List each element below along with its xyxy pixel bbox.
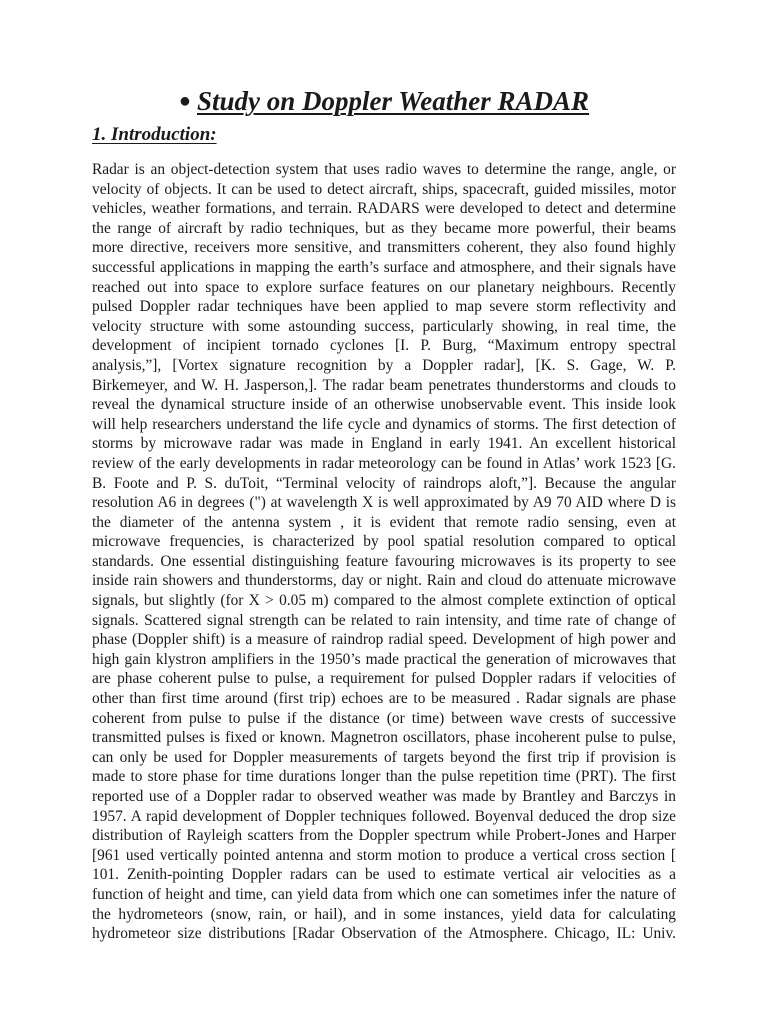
text-line: the range of aircraft by radio techniques, but as they became more powerful, their beams xyxy=(92,219,676,237)
text-line: [961 used vertically pointed antenna and storm motion to produce a vertical cross section [ xyxy=(92,846,676,864)
text-line: coherent from pulse to pulse if the distance (or time) between wave crests of successive xyxy=(92,709,676,727)
section-heading: 1. Introduction: xyxy=(92,124,217,145)
text-line: microwave frequencies, is characterized by pool spatial resolution compared to optical xyxy=(92,533,676,551)
text-line: inside rain showers and thunderstorms, day or night. Rain and cloud do attenuate microwave xyxy=(92,572,676,590)
text-line: review of the early developments in radar meteorology can be found in Atlas’ work 1523 [G. xyxy=(92,454,676,472)
page-title xyxy=(0,86,768,117)
text-line: velocity structure with some astounding success, particularly showing, in real time, the xyxy=(92,317,676,335)
text-line: velocity of objects. It can be used to detect aircraft, ships, spacecraft, guided missiles, motor xyxy=(92,180,676,198)
text-line: more directive, receivers more sensitive, and transmitters coherent, they also found highly xyxy=(92,239,676,257)
text-line: signals, but slightly (for X > 0.05 m) compared to the almost complete extinction of optical xyxy=(92,592,676,610)
text-line: are phase coherent pulse to pulse, a requirement for pulsed Doppler radars if velocities of xyxy=(92,670,676,688)
text-line: analysis,”], [Vortex signature recognition by a Doppler radar], [K. S. Gage, W. P. xyxy=(92,356,676,374)
text-line: development of incipient tornado cyclones [I. P. Burg, “Maximum entropy spectral xyxy=(92,337,676,355)
body-text xyxy=(92,160,676,944)
text-line: vehicles, weather formations, and terrain. RADARS were developed to detect and determine xyxy=(92,200,676,218)
text-line: made to store phase for time durations longer than the pulse repetition time (PRT). The first xyxy=(92,768,676,786)
title-text: Study on Doppler Weather RADAR xyxy=(197,86,590,116)
text-line: reveal the dynamical structure inside of an otherwise unobservable event. This inside look xyxy=(92,396,676,414)
text-line: storms by microwave radar was made in England in early 1941. An excellent historical xyxy=(92,435,676,453)
text-line: distribution of Rayleigh scatters from the Doppler spectrum while Probert-Jones and Harper xyxy=(92,827,676,845)
text-line: reported use of a Doppler radar to observed weather was made by Brantley and Barczys in xyxy=(92,788,676,805)
text-line: B. Foote and P. S. duToit, “Terminal velocity of raindrops aloft,”]. Because the angular xyxy=(92,474,676,492)
text-line: pulsed Doppler radar techniques have been applied to map severe storm reflectivity and xyxy=(92,298,676,316)
text-line: other than first time around (first trip) echoes are to be measured . Radar signals are phase xyxy=(92,690,676,708)
text-line: phase (Doppler shift) is a measure of raindrop radial speed. Development of high power and xyxy=(92,631,676,649)
text-line: Radar is an object-detection system that uses radio waves to determine the range, angle, or xyxy=(92,161,676,178)
text-line: signals. Scattered signal strength can be related to rain intensity, and time rate of change of xyxy=(92,611,676,629)
title-bullet: ● xyxy=(178,90,191,112)
text-line: successful applications in mapping the earth’s surface and atmosphere, and their signals have xyxy=(92,258,676,276)
text-line: the diameter of the antenna system , it is evident that remote radio sensing, even at xyxy=(92,513,676,531)
text-line: transmitted pulses is fixed or known. Magnetron oscillators, phase incoherent pulse to pulse, xyxy=(92,729,676,747)
text-line: 101. Zenith-pointing Doppler radars can be used to estimate vertical air velocities as a xyxy=(92,866,676,884)
text-line: Birkemeyer, and W. H. Jasperson,]. The radar beam penetrates thunderstorms and clouds to xyxy=(92,376,676,394)
text-line: reached out into space to explore surface features on our planetary neighbours. Recently xyxy=(92,278,676,296)
text-line: can only be used for Doppler measurements of targets beyond the first trip if provision is xyxy=(92,748,676,766)
text-line: the hydrometeors (snow, rain, or hail), and in some instances, yield data for calculating xyxy=(92,905,676,923)
text-line: standards. One essential distinguishing feature favouring microwaves is its property to see xyxy=(92,552,676,570)
text-line: resolution A6 in degrees (") at wavelength X is well approximated by A9 70 AID where D is xyxy=(92,494,676,512)
text-line: hydrometeor size distributions [Radar Observation of the Atmosphere. Chicago, IL: Univ. xyxy=(92,925,676,943)
text-line: function of height and time, can yield data from which one can sometimes infer the nature of xyxy=(92,885,676,903)
text-line: will help researchers understand the life cycle and dynamics of storms. The first detection of xyxy=(92,415,676,433)
text-line: 1957. A rapid development of Doppler techniques followed. Boyenval deduced the drop size xyxy=(92,807,676,825)
text-line: high gain klystron amplifiers in the 1950’s made practical the generation of microwaves that xyxy=(92,650,676,668)
